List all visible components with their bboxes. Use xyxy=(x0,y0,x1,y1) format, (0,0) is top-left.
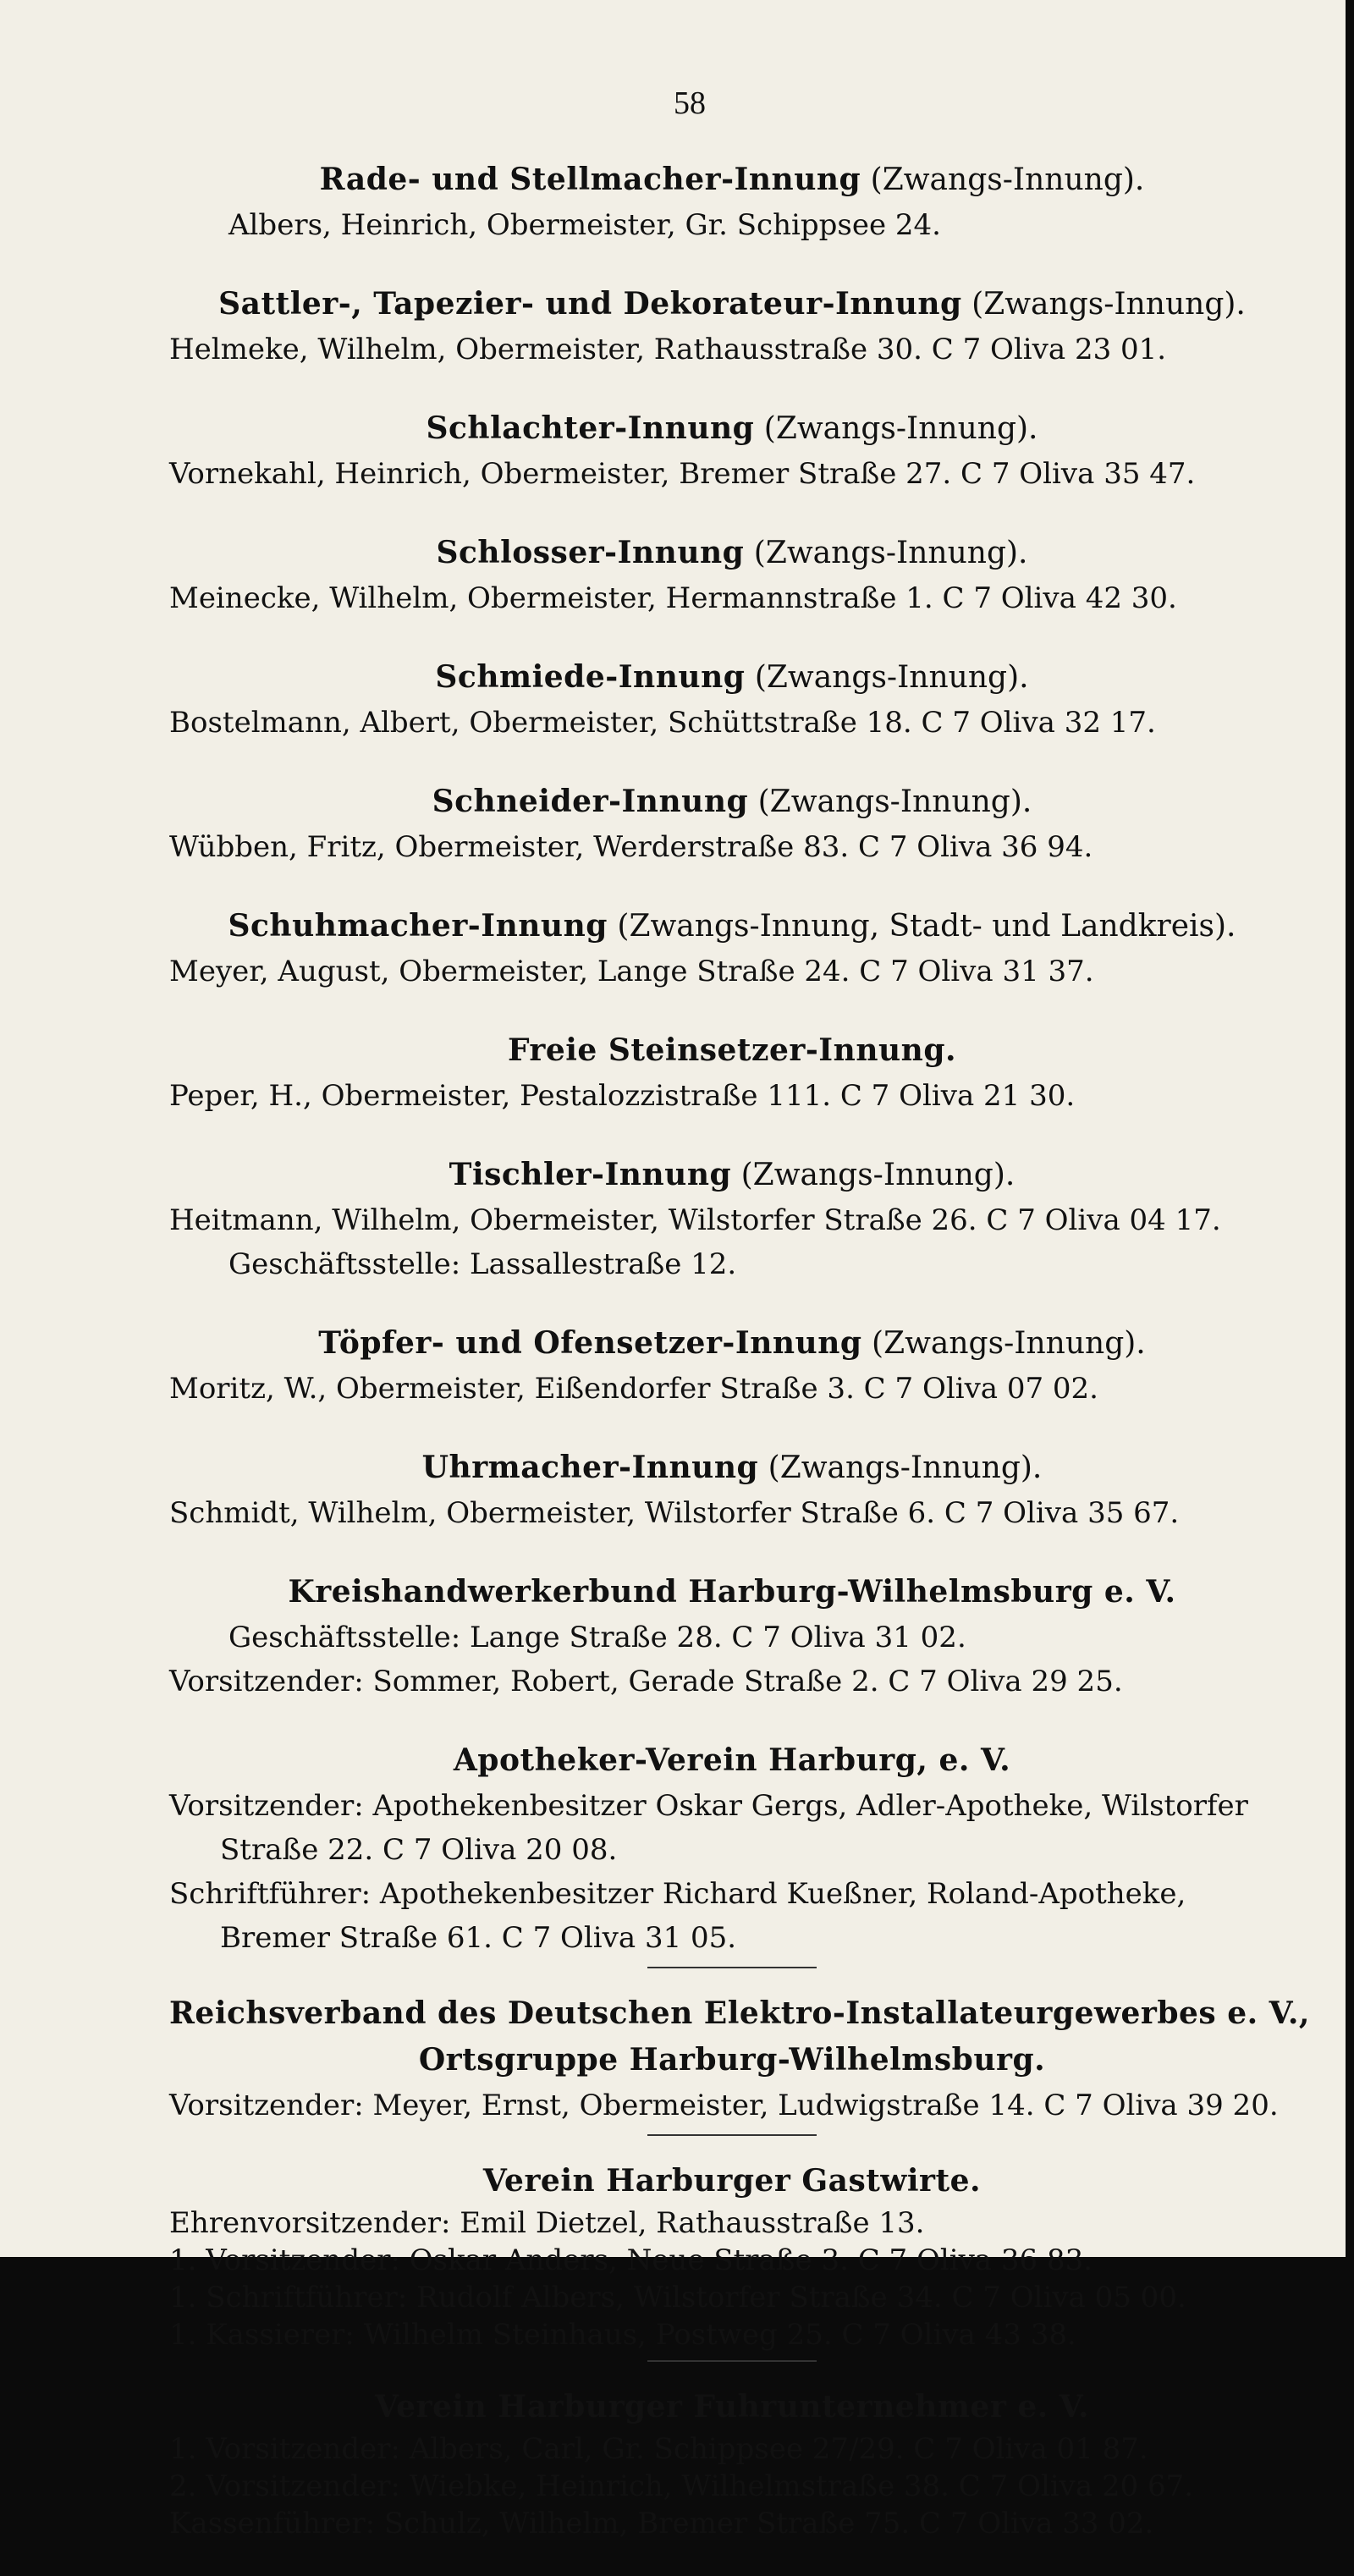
guild-title: Schlosser-Innung xyxy=(436,535,745,570)
association-line: Vorsitzender: Apothekenbesitzer Oskar Gergs, Adler-Apotheke, Wilstorfer Straße 22. C 7 Oliva 20 08. xyxy=(169,1789,1248,1867)
guild-line: Geschäftsstelle: Lange Straße 28. C 7 Oliva 31 02. xyxy=(228,1621,966,1654)
guild-line: Peper, H., Obermeister, Pestalozzistraße 111. C 7 Oliva 21 30. xyxy=(169,1079,1076,1113)
guild-title: Schneider-Innung xyxy=(432,784,749,819)
guild-entry xyxy=(169,654,1295,745)
guild-heading xyxy=(169,1152,1295,1198)
guild-heading xyxy=(169,1027,1295,1074)
section-divider xyxy=(647,2134,817,2136)
association-heading xyxy=(169,2037,1295,2083)
association-entry xyxy=(169,2384,1295,2542)
guild-qualifier: (Zwangs-Innung). xyxy=(754,660,1029,695)
guild-line: Albers, Heinrich, Obermeister, Gr. Schippsee 24. xyxy=(228,208,941,242)
guild-title: Freie Steinsetzer-Innung. xyxy=(507,1032,957,1068)
guild-line: Meinecke, Wilhelm, Obermeister, Hermannstraße 1. C 7 Oliva 42 30. xyxy=(169,581,1177,615)
association-title: Verein Harburger Gastwirte. xyxy=(482,2163,982,2199)
guild-title: Schmiede-Innung xyxy=(435,659,746,695)
association-line: 2. Vorsitzender: Wiebke, Heinrich, Wilhelmstraße 38. C 7 Oliva 20 67. xyxy=(169,2469,1194,2503)
guild-entry xyxy=(169,1569,1295,1704)
guild-title: Schlachter-Innung xyxy=(426,410,755,446)
guild-qualifier: (Zwangs-Innung). xyxy=(870,162,1145,197)
guild-title: Töpfer- und Ofensetzer-Innung xyxy=(318,1325,862,1361)
guild-entry xyxy=(169,903,1295,994)
guild-line: Geschäftsstelle: Lassallestraße 12. xyxy=(228,1247,737,1281)
guild-entry xyxy=(169,405,1295,496)
guild-qualifier: (Zwangs-Innung). xyxy=(753,536,1028,570)
guild-heading xyxy=(169,654,1295,701)
association-heading xyxy=(169,1990,1310,2037)
guild-heading xyxy=(169,903,1295,949)
association-entry xyxy=(169,2158,1295,2353)
section-divider xyxy=(647,1967,817,1968)
guild-heading xyxy=(169,157,1295,203)
association-heading xyxy=(169,2384,1295,2430)
guild-line: Wübben, Fritz, Obermeister, Werderstraße 83. C 7 Oliva 36 94. xyxy=(169,830,1093,864)
guild-entry xyxy=(169,1027,1295,1118)
guild-entry xyxy=(169,530,1295,620)
guild-entry xyxy=(169,1152,1295,1286)
guild-qualifier: (Zwangs-Innung). xyxy=(768,1450,1043,1485)
guild-qualifier: (Zwangs-Innung). xyxy=(740,1158,1015,1192)
guild-line: Meyer, August, Obermeister, Lange Straße 24. C 7 Oliva 31 37. xyxy=(169,955,1094,988)
association-line: 1. Vorsitzender: Albers, Carl, Gr. Schippsee 27/29. C 7 Oliva 01 87. xyxy=(169,2432,1148,2466)
association-line: Ehrenvorsitzender: Emil Dietzel, Rathausstraße 13. xyxy=(169,2206,925,2240)
guild-qualifier: (Zwangs-Innung). xyxy=(757,784,1032,819)
guild-line: Schmidt, Wilhelm, Obermeister, Wilstorfer Straße 6. C 7 Oliva 35 67. xyxy=(169,1496,1180,1530)
directory-content xyxy=(169,157,1310,2576)
guild-line: Heitmann, Wilhelm, Obermeister, Wilstorfer Straße 26. C 7 Oliva 04 17. xyxy=(169,1203,1221,1237)
guild-title: Schuhmacher-Innung xyxy=(228,908,608,944)
section-divider xyxy=(647,2360,817,2362)
guild-heading xyxy=(169,405,1295,452)
guild-line: Vorsitzender: Sommer, Robert, Gerade Straße 2. C 7 Oliva 29 25. xyxy=(169,1665,1123,1698)
association-entry xyxy=(169,1990,1310,2127)
guild-entry xyxy=(169,157,1295,247)
association-line: 1. Vorsitzender: Oskar Anders, Neue Straße 3. C 7 Oliva 36 83. xyxy=(169,2243,1093,2277)
guild-title: Rade- und Stellmacher-Innung xyxy=(319,162,861,197)
guild-line: Bostelmann, Albert, Obermeister, Schüttstraße 18. C 7 Oliva 32 17. xyxy=(169,706,1156,740)
association-line: Kassenführer: Schulz, Wilhelm, Bremer Straße 75. C 7 Oliva 33 02. xyxy=(169,2507,1154,2540)
guild-qualifier: (Zwangs-Innung). xyxy=(763,411,1038,446)
guild-title: Tischler-Innung xyxy=(449,1157,732,1192)
guild-qualifier: (Zwangs-Innung). xyxy=(971,287,1246,322)
association-line: Schriftführer: Apothekenbesitzer Richard Kueßner, Roland-Apotheke, Bremer Straße 61. C 7 Oliva 31 05. xyxy=(169,1877,1186,1955)
guild-title: Kreishandwerkerbund Harburg-Wilhelmsburg e. V. xyxy=(288,1574,1176,1610)
guild-heading xyxy=(169,530,1295,576)
association-entry xyxy=(169,1737,1295,1960)
guild-qualifier: (Zwangs-Innung, Stadt- und Landkreis). xyxy=(617,909,1236,944)
guild-entry xyxy=(169,1445,1295,1535)
association-line: 1. Kassierer: Wilhelm Steinhaus, Postweg 25. C 7 Oliva 43 38. xyxy=(169,2318,1076,2352)
association-title: Apotheker-Verein Harburg, e. V. xyxy=(453,1742,1011,1778)
guild-title: Sattler-, Tapezier- und Dekorateur-Innung xyxy=(218,286,962,322)
guild-heading xyxy=(169,1320,1295,1367)
guild-heading xyxy=(169,281,1295,328)
association-subtitle: Ortsgruppe Harburg-Wilhelmsburg. xyxy=(418,2042,1046,2078)
guild-qualifier: (Zwangs-Innung). xyxy=(872,1326,1146,1361)
page-number: 58 xyxy=(674,85,706,121)
association-title: Verein Harburger Fuhrunternehmer e. V. xyxy=(375,2389,1089,2425)
guild-entry xyxy=(169,281,1295,372)
guild-entry xyxy=(169,779,1295,869)
guild-title: Uhrmacher-Innung xyxy=(421,1450,759,1485)
guild-heading xyxy=(169,1569,1295,1616)
guild-line: Vornekahl, Heinrich, Obermeister, Bremer Straße 27. C 7 Oliva 35 47. xyxy=(169,457,1196,491)
association-title: Reichsverband des Deutschen Elektro-Installateurgewerbes e. V., xyxy=(169,1995,1310,2031)
guild-entry xyxy=(169,1320,1295,1411)
guild-heading xyxy=(169,1445,1295,1491)
association-heading xyxy=(169,1737,1295,1784)
association-line: Vorsitzender: Meyer, Ernst, Obermeister, Ludwigstraße 14. C 7 Oliva 39 20. xyxy=(169,2089,1279,2122)
association-line: 1. Schriftführer: Rudolf Albers, Wilstorfer Straße 34. C 7 Oliva 05 00. xyxy=(169,2281,1186,2315)
guild-heading xyxy=(169,779,1295,825)
association-heading xyxy=(169,2158,1295,2204)
guild-line: Moritz, W., Obermeister, Eißendorfer Straße 3. C 7 Oliva 07 02. xyxy=(169,1372,1098,1406)
guild-line: Helmeke, Wilhelm, Obermeister, Rathausstraße 30. C 7 Oliva 23 01. xyxy=(169,333,1167,366)
